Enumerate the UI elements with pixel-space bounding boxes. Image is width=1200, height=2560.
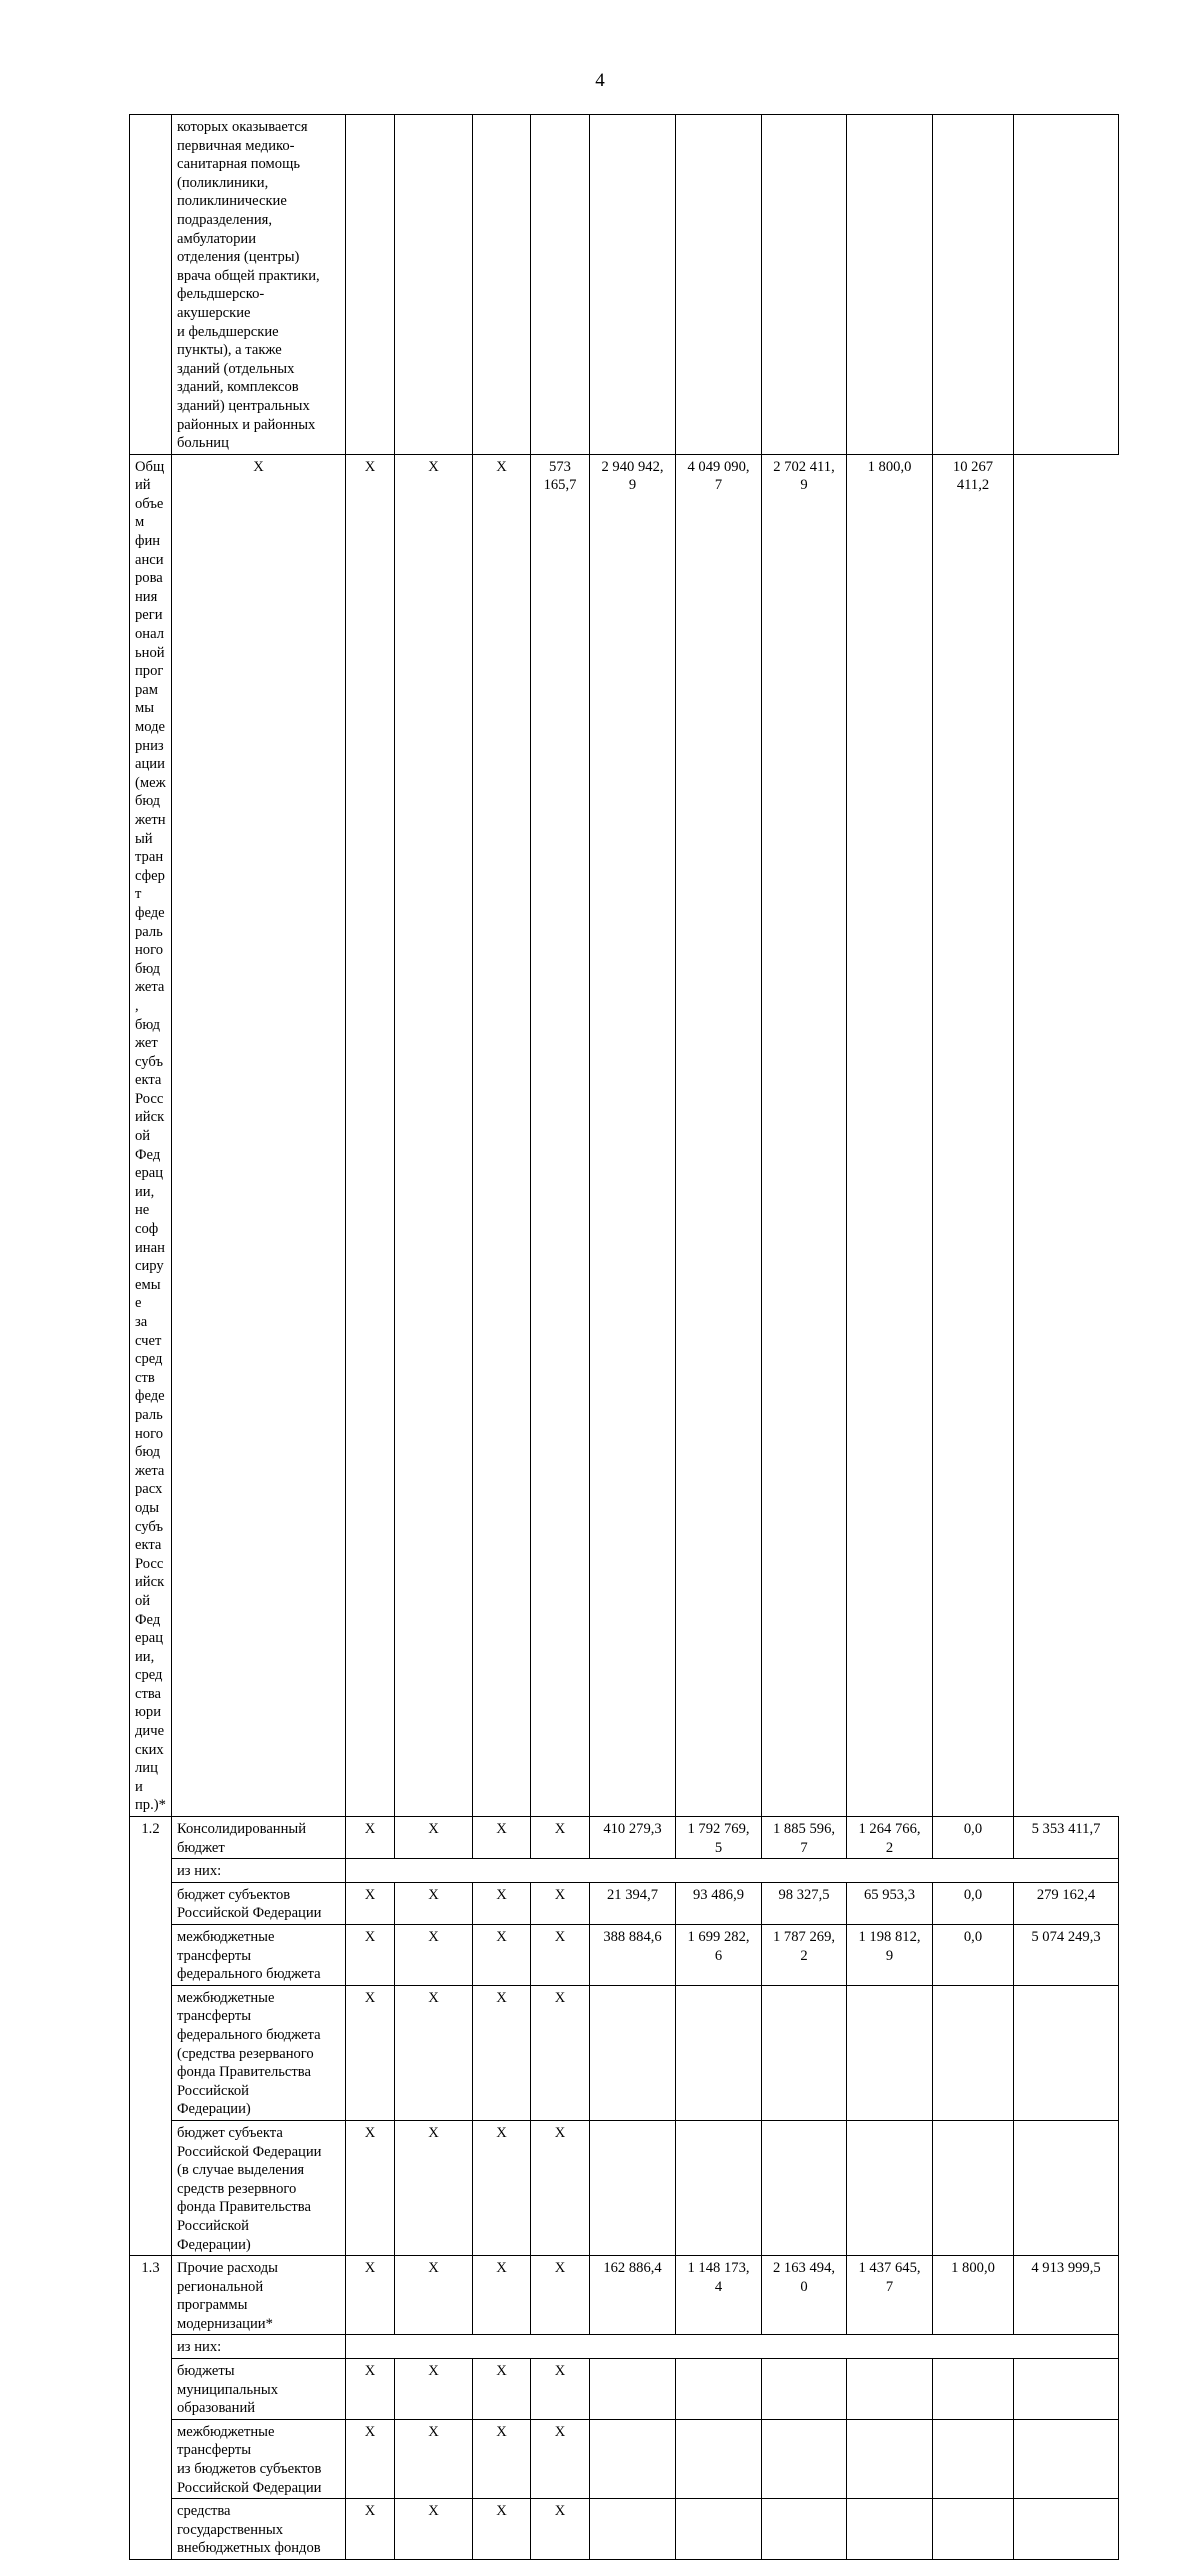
row-label-cell: бюджет субъекта Российской Федерации (в случае выделения средств резервного фонда Правительства Российской Федерации) xyxy=(172,2120,346,2255)
value-cell: 2 940 942, 9 xyxy=(590,454,676,1816)
value-cell xyxy=(590,2359,676,2420)
value-cell xyxy=(933,1985,1014,2120)
value-cell xyxy=(762,1985,847,2120)
subheader-blank-cell xyxy=(346,1859,1119,1883)
value-cell: 410 279,3 xyxy=(590,1817,676,1859)
mark-cell: X xyxy=(346,2120,395,2255)
mark-cell: X xyxy=(473,1985,531,2120)
row-label-cell: межбюджетные трансферты из бюджетов субъектов Российской Федерации xyxy=(172,2419,346,2498)
row-label-cell: которых оказывается первичная медико- санитарная помощь (поликлиники, поликлинические подразделения, амбулатории отделения (центры) врача общей практики, фельдшерско- акушерские и фельдшерские пункты), а также зданий (отдельных зданий, комплексов зданий) центральных районных и районных больниц xyxy=(172,115,346,455)
mark-cell xyxy=(395,115,473,455)
value-cell: 4 049 090, 7 xyxy=(676,454,762,1816)
value-cell xyxy=(847,2499,933,2560)
mark-cell: X xyxy=(395,1817,473,1859)
value-cell xyxy=(676,2419,762,2498)
table-row xyxy=(130,1882,1119,1924)
value-cell: 1 264 766, 2 xyxy=(847,1817,933,1859)
table-row xyxy=(130,2120,1119,2255)
budget-table xyxy=(129,114,1119,2560)
subheader-row xyxy=(130,1859,1119,1883)
value-cell xyxy=(762,115,847,455)
value-cell xyxy=(847,2419,933,2498)
value-cell: 1 437 645, 7 xyxy=(847,2256,933,2335)
row-label-cell: бюджет субъектов Российской Федерации xyxy=(172,1882,346,1924)
mark-cell: X xyxy=(346,1817,395,1859)
row-label-cell: межбюджетные трансферты федерального бюджета xyxy=(172,1925,346,1986)
row-label-cell: бюджеты муниципальных образований xyxy=(172,2359,346,2420)
row-number-cell: 1.3 xyxy=(130,2256,172,2560)
mark-cell: X xyxy=(395,2120,473,2255)
mark-cell xyxy=(346,115,395,455)
value-cell: 0,0 xyxy=(933,1925,1014,1986)
total-value-cell xyxy=(1014,2499,1119,2560)
total-value-cell: 279 162,4 xyxy=(1014,1882,1119,1924)
value-cell xyxy=(762,2359,847,2420)
total-value-cell: 4 913 999,5 xyxy=(1014,2256,1119,2335)
mark-cell: X xyxy=(531,1882,590,1924)
subheader-blank-cell xyxy=(346,2335,1119,2359)
row-number-cell xyxy=(130,115,172,455)
value-cell xyxy=(590,2120,676,2255)
total-value-cell: 10 267 411,2 xyxy=(933,454,1014,1816)
table-row xyxy=(130,1817,1119,1859)
value-cell: 1 198 812, 9 xyxy=(847,1925,933,1986)
value-cell xyxy=(676,2499,762,2560)
table-row xyxy=(130,115,1119,455)
value-cell: 1 792 769, 5 xyxy=(676,1817,762,1859)
mark-cell: X xyxy=(531,1817,590,1859)
mark-cell: X xyxy=(531,2419,590,2498)
value-cell xyxy=(933,2419,1014,2498)
value-cell xyxy=(847,1985,933,2120)
value-cell: 1 885 596, 7 xyxy=(762,1817,847,1859)
value-cell: 21 394,7 xyxy=(590,1882,676,1924)
value-cell: 1 800,0 xyxy=(847,454,933,1816)
mark-cell: X xyxy=(531,2359,590,2420)
total-value-cell xyxy=(1014,2419,1119,2498)
value-cell xyxy=(762,2499,847,2560)
value-cell: 1 148 173, 4 xyxy=(676,2256,762,2335)
value-cell xyxy=(933,2120,1014,2255)
value-cell xyxy=(847,2120,933,2255)
row-label-cell: Прочие расходы региональной программы модернизации* xyxy=(172,2256,346,2335)
mark-cell xyxy=(531,115,590,455)
total-value-cell: 5 353 411,7 xyxy=(1014,1817,1119,1859)
value-cell xyxy=(676,2359,762,2420)
value-cell xyxy=(590,115,676,455)
value-cell xyxy=(676,115,762,455)
mark-cell: X xyxy=(395,2256,473,2335)
mark-cell: X xyxy=(395,2359,473,2420)
mark-cell: X xyxy=(346,2499,395,2560)
mark-cell: X xyxy=(531,2499,590,2560)
value-cell xyxy=(676,1985,762,2120)
value-cell xyxy=(847,115,933,455)
value-cell: 388 884,6 xyxy=(590,1925,676,1986)
mark-cell: X xyxy=(473,1882,531,1924)
mark-cell: X xyxy=(395,2499,473,2560)
mark-cell: X xyxy=(531,2256,590,2335)
value-cell xyxy=(762,2120,847,2255)
row-label-cell: Общий объем финансирования региональной программы модернизации (межбюджетный трансферт федерального бюджета, бюджет субъекта Российской Федерации, не софинансируемые за счет средств федерального бюджета расходы субъекта Российской Федерации, средства юридических лиц и пр.)* xyxy=(130,454,172,1816)
table-row xyxy=(130,1985,1119,2120)
value-cell xyxy=(933,2359,1014,2420)
mark-cell: X xyxy=(473,2359,531,2420)
mark-cell: X xyxy=(395,454,473,1816)
mark-cell: X xyxy=(172,454,346,1816)
table-row xyxy=(130,2419,1119,2498)
value-cell: 2 702 411, 9 xyxy=(762,454,847,1816)
mark-cell: X xyxy=(473,454,531,1816)
table-body xyxy=(130,115,1119,2560)
value-cell: 573 165,7 xyxy=(531,454,590,1816)
value-cell: 0,0 xyxy=(933,1882,1014,1924)
mark-cell: X xyxy=(395,2419,473,2498)
page-number: 4 xyxy=(595,70,605,91)
total-value-cell: 5 074 249,3 xyxy=(1014,1925,1119,1986)
row-label-cell: Консолидированный бюджет xyxy=(172,1817,346,1859)
mark-cell: X xyxy=(395,1925,473,1986)
table-row xyxy=(130,2359,1119,2420)
value-cell xyxy=(676,2120,762,2255)
mark-cell: X xyxy=(346,1985,395,2120)
value-cell xyxy=(847,2359,933,2420)
value-cell: 2 163 494, 0 xyxy=(762,2256,847,2335)
mark-cell: X xyxy=(531,2120,590,2255)
value-cell xyxy=(590,2419,676,2498)
value-cell: 93 486,9 xyxy=(676,1882,762,1924)
mark-cell: X xyxy=(395,1882,473,1924)
value-cell xyxy=(590,2499,676,2560)
row-label-cell: межбюджетные трансферты федерального бюджета (средства резерваного фонда Правительства Российской Федерации) xyxy=(172,1985,346,2120)
mark-cell: X xyxy=(473,2120,531,2255)
row-number-cell: 1.2 xyxy=(130,1817,172,2256)
table-row xyxy=(130,1925,1119,1986)
value-cell xyxy=(933,2499,1014,2560)
table-row xyxy=(130,454,1119,1816)
mark-cell: X xyxy=(346,2256,395,2335)
value-cell: 162 886,4 xyxy=(590,2256,676,2335)
value-cell: 1 787 269, 2 xyxy=(762,1925,847,1986)
mark-cell: X xyxy=(473,2419,531,2498)
row-label-cell: из них: xyxy=(172,2335,346,2359)
mark-cell: X xyxy=(346,1882,395,1924)
mark-cell: X xyxy=(473,2256,531,2335)
mark-cell: X xyxy=(473,1925,531,1986)
subheader-row xyxy=(130,2335,1119,2359)
table-row xyxy=(130,2256,1119,2335)
value-cell: 1 699 282, 6 xyxy=(676,1925,762,1986)
mark-cell xyxy=(473,115,531,455)
total-value-cell xyxy=(1014,1985,1119,2120)
row-label-cell: из них: xyxy=(172,1859,346,1883)
mark-cell: X xyxy=(473,2499,531,2560)
mark-cell: X xyxy=(531,1925,590,1986)
mark-cell: X xyxy=(346,454,395,1816)
mark-cell: X xyxy=(346,2359,395,2420)
total-value-cell xyxy=(1014,115,1119,455)
value-cell xyxy=(933,115,1014,455)
value-cell xyxy=(590,1985,676,2120)
total-value-cell xyxy=(1014,2120,1119,2255)
table-row xyxy=(130,2499,1119,2560)
mark-cell: X xyxy=(346,1925,395,1986)
mark-cell: X xyxy=(346,2419,395,2498)
value-cell: 65 953,3 xyxy=(847,1882,933,1924)
mark-cell: X xyxy=(473,1817,531,1859)
value-cell: 1 800,0 xyxy=(933,2256,1014,2335)
mark-cell: X xyxy=(531,1985,590,2120)
mark-cell: X xyxy=(395,1985,473,2120)
row-label-cell: средства государственных внебюджетных фондов xyxy=(172,2499,346,2560)
value-cell: 98 327,5 xyxy=(762,1882,847,1924)
value-cell: 0,0 xyxy=(933,1817,1014,1859)
total-value-cell xyxy=(1014,2359,1119,2420)
value-cell xyxy=(762,2419,847,2498)
